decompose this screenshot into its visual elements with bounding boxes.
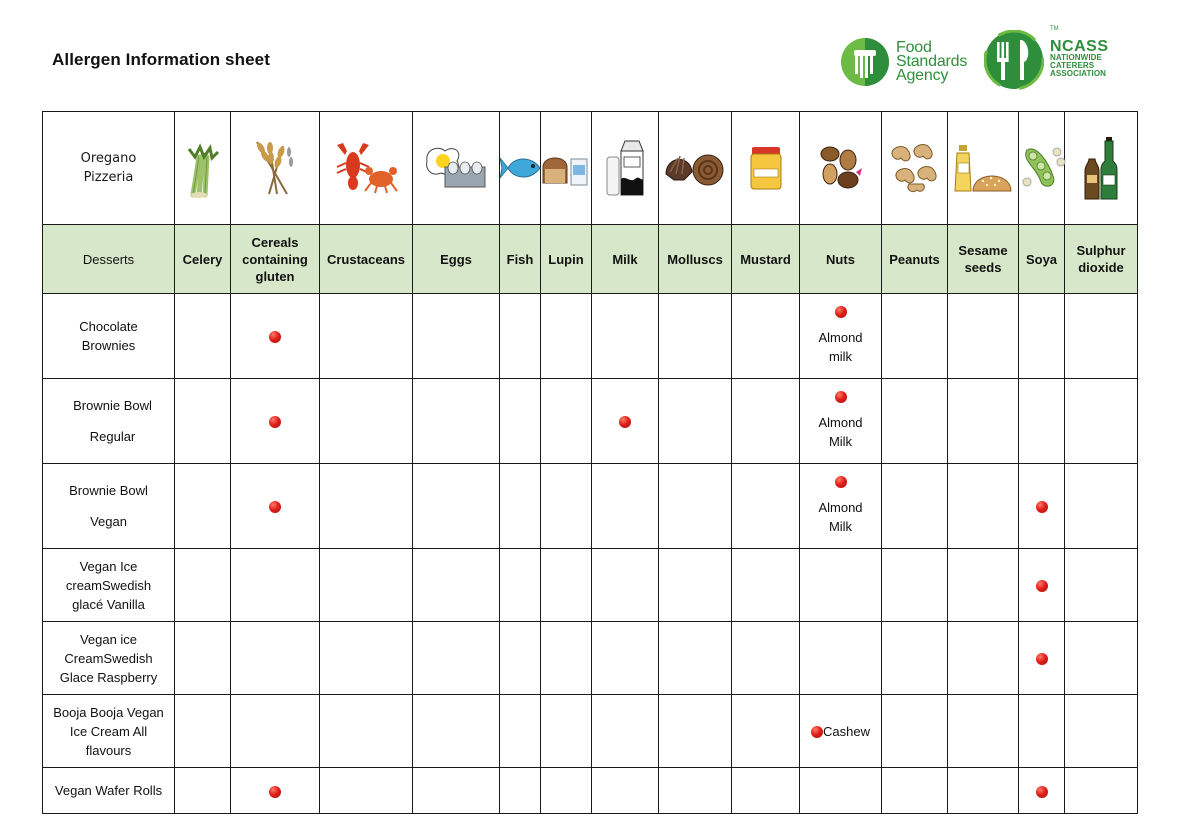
dish-line: Glace Raspberry: [59, 669, 158, 685]
dish-line: Vegan: [90, 514, 127, 529]
lupin-icon-cell: [541, 112, 592, 225]
dish-line: Brownie Bowl: [69, 483, 148, 498]
cell-celery: [175, 379, 231, 464]
cell-sesame: [948, 379, 1019, 464]
table-row: [43, 695, 1138, 768]
dish-line: Booja Booja Vegan: [53, 704, 164, 720]
cell-crustaceans: [320, 379, 413, 464]
cell-sulphur: [1065, 294, 1138, 379]
cell-lupin: [541, 464, 592, 549]
cell-lupin: [541, 695, 592, 768]
ncass-line-3: ASSOCIATION: [1050, 69, 1107, 78]
cell-eggs: [413, 768, 500, 814]
cell-celery: [175, 464, 231, 549]
dish-line: Ice Cream All: [69, 723, 148, 739]
cell-fish: [500, 294, 541, 379]
ncass-logo: [984, 30, 1114, 92]
table-row: [43, 294, 1138, 379]
allergen-dot: [835, 306, 847, 318]
cell-sulphur: [1065, 768, 1138, 814]
allergen-dot: [1036, 786, 1048, 798]
nut-note-line: Milk: [828, 434, 853, 449]
dish-line: CreamSwedish: [64, 650, 153, 666]
cell-soya: [1019, 622, 1065, 695]
celery-icon-cell: [175, 112, 231, 225]
brand-line-1: Oregano: [80, 151, 137, 166]
mustard-icon-cell: [732, 112, 800, 225]
nut-note-line: Milk: [828, 519, 853, 534]
sulphur-icon-cell: [1065, 112, 1138, 225]
dish-line: creamSwedish: [65, 577, 152, 593]
nuts-icon-cell: [800, 112, 882, 225]
cell-milk: [592, 768, 659, 814]
cell-crustaceans: [320, 695, 413, 768]
cell-lupin: [541, 768, 592, 814]
cell-eggs: [413, 294, 500, 379]
ncass-line-2: CATERERS: [1050, 61, 1095, 70]
col-header-gluten: Cereals containing gluten: [231, 225, 320, 294]
molluscs-icon-cell: [659, 112, 732, 225]
cell-molluscs: [659, 464, 732, 549]
cell-fish: [500, 379, 541, 464]
dish-line: Vegan Wafer Rolls: [54, 783, 163, 798]
cell-milk: [592, 549, 659, 622]
cell-molluscs: [659, 294, 732, 379]
cell-gluten: [231, 294, 320, 379]
cell-lupin: [541, 622, 592, 695]
col-header-molluscs: Molluscs: [659, 225, 732, 294]
dish-line: Brownie Bowl: [73, 398, 152, 413]
fsa-fork-icon: [840, 37, 890, 87]
fsa-logo: [840, 37, 975, 91]
col-header-celery: Celery: [175, 225, 231, 294]
dish-name: [43, 549, 175, 622]
dish-name: [43, 622, 175, 695]
cell-milk: [592, 379, 659, 464]
sesame-icon-cell: [948, 112, 1019, 225]
cell-nuts: [800, 379, 882, 464]
milk-carton-icon: [603, 139, 647, 197]
cell-peanuts: [882, 464, 948, 549]
cell-molluscs: [659, 695, 732, 768]
cell-mustard: [732, 622, 800, 695]
wheat-icon-cell: [231, 112, 320, 225]
eggs-icon: [423, 143, 489, 193]
cell-crustaceans: [320, 294, 413, 379]
allergen-dot: [835, 391, 847, 403]
header-row: [43, 225, 1138, 294]
sesame-icon: [953, 143, 1013, 193]
wine-beer-icon: [1083, 135, 1119, 201]
cell-fish: [500, 768, 541, 814]
cell-peanuts: [882, 768, 948, 814]
cell-celery: [175, 622, 231, 695]
allergen-dot: [1036, 501, 1048, 513]
cell-mustard: [732, 695, 800, 768]
sheet-title: Allergen Information sheet: [52, 50, 270, 69]
table-row: [43, 379, 1138, 464]
dish-line: Brownies: [81, 338, 136, 353]
cell-eggs: [413, 464, 500, 549]
allergen-dot: [269, 786, 281, 798]
table-row: [43, 464, 1138, 549]
allergen-dot: [811, 726, 823, 738]
cell-molluscs: [659, 549, 732, 622]
cell-crustaceans: [320, 464, 413, 549]
peanuts-icon-cell: [882, 112, 948, 225]
cell-milk: [592, 464, 659, 549]
cell-gluten: [231, 622, 320, 695]
col-header-nuts: Nuts: [800, 225, 882, 294]
cell-fish: [500, 622, 541, 695]
cell-sesame: [948, 549, 1019, 622]
celery-icon: [181, 137, 225, 199]
soya-icon-cell: [1019, 112, 1065, 225]
cell-mustard: [732, 379, 800, 464]
ncass-name: NCASS: [1050, 38, 1109, 55]
fsa-word-2: Standards: [896, 53, 968, 70]
cell-celery: [175, 695, 231, 768]
allergen-dot: [1036, 580, 1048, 592]
peanuts-icon: [887, 142, 943, 194]
table-row: [43, 549, 1138, 622]
col-header-peanuts: Peanuts: [882, 225, 948, 294]
dish-line: Vegan Ice: [79, 558, 138, 574]
cell-sesame: [948, 768, 1019, 814]
ncass-wordmark: [1050, 39, 1109, 78]
cell-soya: [1019, 768, 1065, 814]
allergen-dot: [619, 416, 631, 428]
cell-peanuts: [882, 379, 948, 464]
col-header-soya: Soya: [1019, 225, 1065, 294]
cell-soya: [1019, 294, 1065, 379]
lupin-bread-icon: [541, 149, 591, 187]
cell-soya: [1019, 379, 1065, 464]
cell-eggs: [413, 549, 500, 622]
cell-molluscs: [659, 379, 732, 464]
cell-sulphur: [1065, 622, 1138, 695]
cell-eggs: [413, 622, 500, 695]
category-header: Desserts: [43, 225, 175, 294]
cell-nuts: [800, 695, 882, 768]
allergen-dot: [269, 501, 281, 513]
ncass-cutlery-icon: [984, 30, 1044, 90]
cell-sulphur: [1065, 549, 1138, 622]
cell-fish: [500, 695, 541, 768]
cell-sesame: [948, 622, 1019, 695]
cell-fish: [500, 464, 541, 549]
cell-sulphur: [1065, 379, 1138, 464]
cell-sulphur: [1065, 695, 1138, 768]
cell-sesame: [948, 464, 1019, 549]
dish-line: Vegan ice: [79, 631, 138, 647]
cell-eggs: [413, 379, 500, 464]
cell-gluten: [231, 695, 320, 768]
nut-note-line: Almond: [818, 330, 863, 345]
ncass-line-1: NATIONWIDE: [1050, 53, 1102, 62]
cell-molluscs: [659, 768, 732, 814]
dish-line: flavours: [85, 742, 132, 758]
cell-lupin: [541, 379, 592, 464]
cell-gluten: [231, 379, 320, 464]
icon-row: [43, 112, 1138, 225]
nut-note-line: Almond: [818, 500, 863, 515]
col-header-milk: Milk: [592, 225, 659, 294]
table-row: [43, 622, 1138, 695]
cell-celery: [175, 768, 231, 814]
milk-icon-cell: [592, 112, 659, 225]
col-header-fish: Fish: [500, 225, 541, 294]
col-header-sulphur: Sulphur dioxide: [1065, 225, 1138, 294]
cell-nuts: [800, 464, 882, 549]
lobster-crab-icon: [333, 141, 399, 195]
fish-icon: [500, 152, 542, 184]
allergen-dot: [269, 331, 281, 343]
cell-nuts: [800, 549, 882, 622]
cell-nuts: [800, 294, 882, 379]
trademark-mark: TM: [1050, 26, 1059, 32]
allergen-table: [42, 111, 1138, 814]
cell-peanuts: [882, 622, 948, 695]
cell-soya: [1019, 464, 1065, 549]
brand-name: [43, 112, 175, 225]
cell-peanuts: [882, 294, 948, 379]
cell-gluten: [231, 549, 320, 622]
allergen-dot: [835, 476, 847, 488]
fish-icon-cell: [500, 112, 541, 225]
dish-line: Regular: [89, 429, 136, 444]
crustaceans-icon-cell: [320, 112, 413, 225]
col-header-sesame: Sesame seeds: [948, 225, 1019, 294]
cell-mustard: [732, 294, 800, 379]
cell-eggs: [413, 695, 500, 768]
cell-peanuts: [882, 549, 948, 622]
cell-crustaceans: [320, 768, 413, 814]
cell-molluscs: [659, 622, 732, 695]
fsa-wordmark: [896, 41, 967, 83]
col-header-crustaceans: Crustaceans: [320, 225, 413, 294]
cell-lupin: [541, 294, 592, 379]
cell-mustard: [732, 464, 800, 549]
brand-line-2: Pizzeria: [83, 170, 134, 185]
dish-name: [43, 695, 175, 768]
nut-note-inline: Cashew: [823, 724, 870, 740]
cell-soya: [1019, 695, 1065, 768]
shells-icon: [664, 150, 726, 186]
dish-line: Chocolate: [79, 319, 138, 334]
dish-name: [43, 768, 175, 814]
cell-milk: [592, 622, 659, 695]
cell-mustard: [732, 768, 800, 814]
cell-gluten: [231, 464, 320, 549]
fsa-word-1: Food: [896, 39, 932, 56]
dish-line: glacé Vanilla: [72, 596, 145, 612]
cell-soya: [1019, 549, 1065, 622]
cell-celery: [175, 549, 231, 622]
col-header-mustard: Mustard: [732, 225, 800, 294]
cell-milk: [592, 695, 659, 768]
cell-celery: [175, 294, 231, 379]
mustard-jar-icon: [748, 145, 784, 191]
eggs-icon-cell: [413, 112, 500, 225]
col-header-eggs: Eggs: [413, 225, 500, 294]
nuts-icon: [816, 142, 866, 194]
nut-note-line: milk: [828, 349, 853, 364]
wheat-icon: [247, 138, 303, 198]
dish-name: [43, 464, 175, 549]
cell-gluten: [231, 768, 320, 814]
nut-note-line: Almond: [818, 415, 863, 430]
cell-mustard: [732, 549, 800, 622]
cell-sesame: [948, 294, 1019, 379]
fsa-word-3: Agency: [896, 67, 949, 84]
cell-milk: [592, 294, 659, 379]
cell-nuts: [800, 622, 882, 695]
table-row: [43, 768, 1138, 814]
cell-fish: [500, 549, 541, 622]
allergen-dot: [1036, 653, 1048, 665]
allergen-dot: [269, 416, 281, 428]
col-header-lupin: Lupin: [541, 225, 592, 294]
cell-crustaceans: [320, 549, 413, 622]
cell-crustaceans: [320, 622, 413, 695]
cell-nuts: [800, 768, 882, 814]
cell-sesame: [948, 695, 1019, 768]
dish-name: [43, 379, 175, 464]
cell-peanuts: [882, 695, 948, 768]
soya-icon: [1019, 142, 1067, 194]
cell-lupin: [541, 549, 592, 622]
cell-sulphur: [1065, 464, 1138, 549]
dish-name: [43, 294, 175, 379]
